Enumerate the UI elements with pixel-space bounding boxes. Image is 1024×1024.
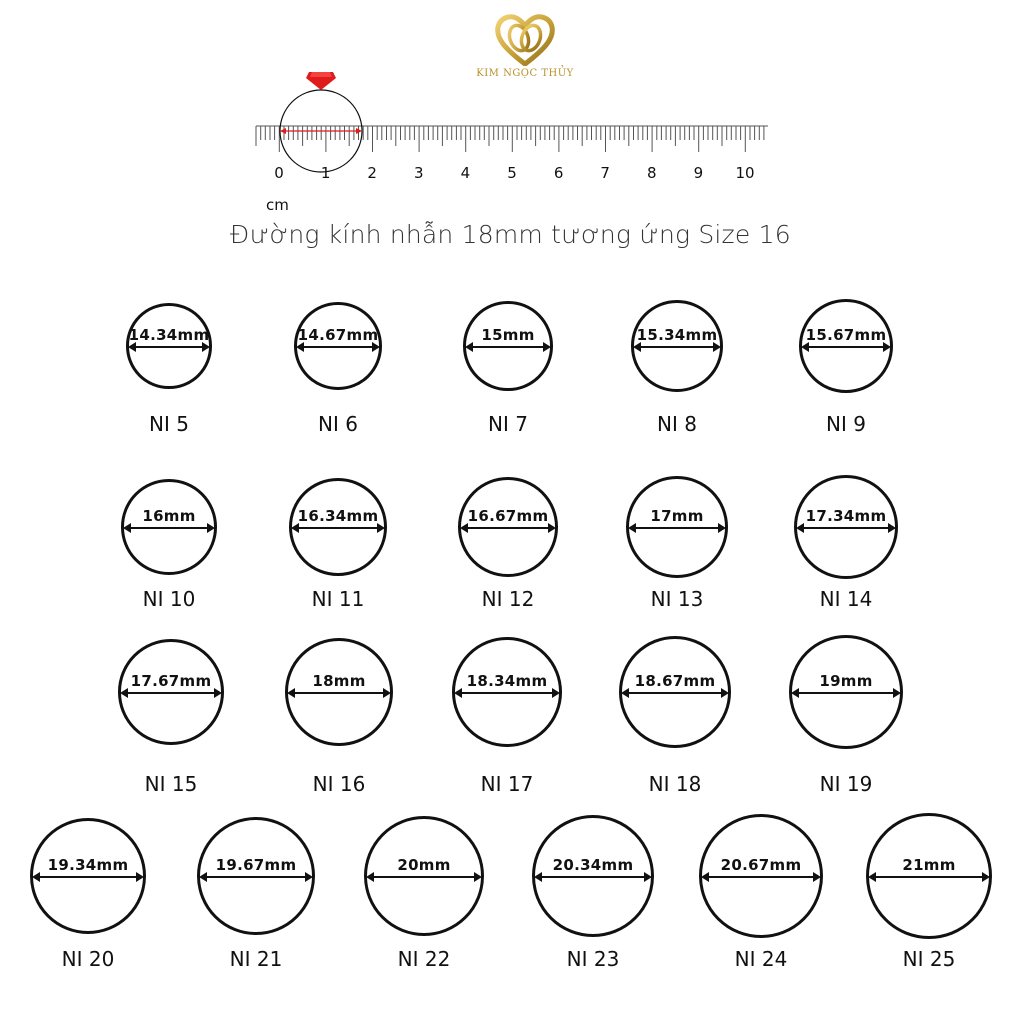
- ring-diameter-label: 18mm: [312, 672, 366, 690]
- ruler-tick-label: 3: [414, 164, 424, 182]
- ring-diameter-label: 19.67mm: [215, 856, 297, 874]
- ring-diameter-label: 14.34mm: [128, 326, 210, 344]
- diameter-arrow: [793, 692, 899, 694]
- diameter-arrow: [635, 346, 719, 348]
- ring-size-label: NI 7: [488, 412, 528, 436]
- ruler-tick-label: 8: [647, 164, 657, 182]
- ring-diameter-label: 15.67mm: [805, 326, 887, 344]
- ring-diameter-label: 19mm: [819, 672, 873, 690]
- ruler-ticks: [256, 126, 768, 152]
- ring-diameter-label: 17.34mm: [805, 507, 887, 525]
- ring-size-label: NI 15: [144, 772, 198, 796]
- ring-diameter-label: 16.34mm: [297, 507, 379, 525]
- ruler-tick-label: 6: [553, 164, 564, 182]
- ring-size-label: NI 24: [734, 947, 788, 971]
- diameter-arrow: [467, 346, 549, 348]
- diameter-arrow: [456, 692, 558, 694]
- brand-name: KIM NGỌC THỦY: [476, 68, 574, 79]
- ruler-tick-labels: [274, 164, 754, 182]
- ring-size-label: NI 20: [61, 947, 115, 971]
- diameter-arrow: [122, 692, 220, 694]
- ring-size-label: NI 5: [149, 412, 189, 436]
- ring-diameter-label: 18.67mm: [634, 672, 716, 690]
- diameter-arrow: [798, 527, 894, 529]
- ring-diameter-label: 17mm: [650, 507, 704, 525]
- ruler-tick-label: 2: [367, 164, 377, 182]
- diameter-arrow: [289, 692, 389, 694]
- ring-diameter-label: 14.67mm: [297, 326, 379, 344]
- ruler-tick-label: 0: [274, 164, 284, 182]
- ring-diameter-label: 20.34mm: [552, 856, 634, 874]
- ring-size-label: NI 17: [480, 772, 534, 796]
- diameter-arrow: [623, 692, 727, 694]
- ring-diameter-label: 18.34mm: [466, 672, 548, 690]
- diameter-arrow: [34, 876, 142, 878]
- ring-size-label: NI 16: [312, 772, 366, 796]
- ring-size-label: NI 14: [819, 587, 873, 611]
- caption: Đường kính nhẫn 18mm tương ứng Size 16: [230, 220, 791, 249]
- ring-diameter-label: 15.34mm: [636, 326, 718, 344]
- diameter-arrow: [536, 876, 650, 878]
- diameter-arrow: [630, 527, 724, 529]
- ring-size-label: NI 9: [826, 412, 866, 436]
- ring-size-label: NI 19: [819, 772, 873, 796]
- ruler-tick-label: 9: [693, 164, 704, 182]
- diameter-arrow: [130, 346, 207, 348]
- diameter-arrow: [462, 527, 554, 529]
- ruler-tick-label: 1: [320, 164, 331, 182]
- diameter-arrow: [125, 527, 213, 529]
- ring-diameter-label: 20.67mm: [720, 856, 802, 874]
- ring-size-label: NI 22: [397, 947, 451, 971]
- ring-size-label: NI 11: [311, 587, 365, 611]
- ruler-tick-label: 10: [735, 164, 755, 182]
- ring-diameter-label: 17.67mm: [130, 672, 212, 690]
- diameter-arrow: [803, 346, 889, 348]
- ring-size-label: NI 21: [229, 947, 283, 971]
- ring-diameter-label: 19.34mm: [47, 856, 129, 874]
- diameter-arrow: [703, 876, 819, 878]
- diameter-arrow: [298, 346, 377, 348]
- ring-size-label: NI 18: [648, 772, 702, 796]
- ring-diameter-label: 16.67mm: [467, 507, 549, 525]
- ruler-unit-label: cm: [266, 196, 289, 214]
- ring-diameter-label: 16mm: [142, 507, 196, 525]
- ring-size-label: NI 10: [142, 587, 196, 611]
- ruler-tick-label: 4: [460, 164, 471, 182]
- ring-diameter-label: 21mm: [902, 856, 956, 874]
- ring-size-label: NI 23: [566, 947, 620, 971]
- ruby-gem-icon: [306, 72, 336, 90]
- ring-diameter-label: 15mm: [481, 326, 535, 344]
- diameter-arrow: [293, 527, 383, 529]
- ring-diameter-label: 20mm: [397, 856, 451, 874]
- ring-size-label: NI 12: [481, 587, 535, 611]
- diameter-arrow: [201, 876, 311, 878]
- ring-size-label: NI 8: [657, 412, 697, 436]
- diameter-arrow: [870, 876, 988, 878]
- ring-size-label: NI 25: [902, 947, 956, 971]
- diameter-arrow: [368, 876, 480, 878]
- ruler-tick-label: 7: [600, 164, 610, 182]
- ruler-tick-label: 5: [507, 164, 517, 182]
- ring-size-label: NI 6: [318, 412, 358, 436]
- ring-size-label: NI 13: [650, 587, 704, 611]
